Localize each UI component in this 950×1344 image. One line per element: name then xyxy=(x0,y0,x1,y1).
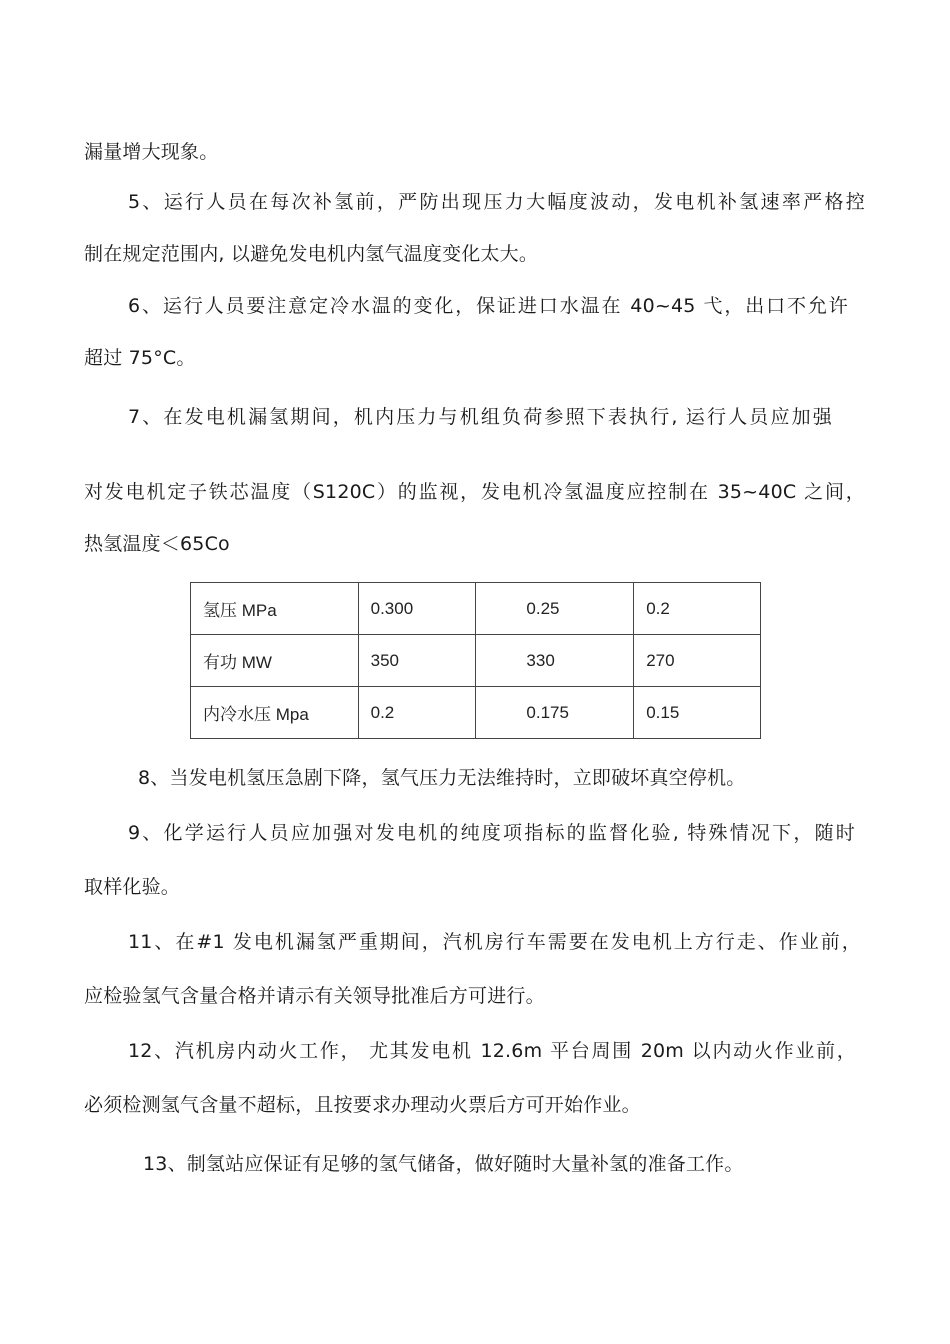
paragraph-item-6-line-1: 6、运行人员要注意定冷水温的变化，保证进口水温在 40~45 弋，出口不允许 xyxy=(128,295,848,317)
table-cell: 330 xyxy=(476,635,634,687)
paragraph-item-12-line-2: 必须检测氢气含量不超标，且按要求办理动火票后方可开始作业。 xyxy=(84,1094,641,1116)
paragraph-item-8-line-1: 8、当发电机氢压急剧下降，氢气压力无法维持时，立即破坏真空停机。 xyxy=(138,767,746,789)
table-row xyxy=(191,687,761,739)
paragraph-item-7-line-2: 对发电机定子铁芯温度（S120C）的监视，发电机冷氢温度应控制在 35~40C 之间， xyxy=(84,481,865,503)
table-cell-label: 氢压 MPa xyxy=(191,583,359,635)
table-row xyxy=(191,583,761,635)
hydrogen-pressure-load-table xyxy=(190,582,761,739)
table-cell: 0.175 xyxy=(476,687,634,739)
paragraph-item-13-line-1: 13、制氢站应保证有足够的氢气储备，做好随时大量补氢的准备工作。 xyxy=(143,1153,744,1175)
table-cell: 270 xyxy=(634,635,761,687)
paragraph-item-6-line-2: 超过 75°C。 xyxy=(84,347,196,369)
table-cell: 350 xyxy=(358,635,476,687)
paragraph-item-9-line-2: 取样化验。 xyxy=(84,876,181,898)
table-cell: 0.2 xyxy=(634,583,761,635)
paragraph-item-7-line-3: 热氢温度＜65Co xyxy=(84,533,230,555)
paragraph-item-12-line-1: 12、汽机房内动火工作， 尤其发电机 12.6m 平台周围 20m 以内动火作业前， xyxy=(128,1040,856,1062)
paragraph-item-7-line-1: 7、在发电机漏氢期间，机内压力与机组负荷参照下表执行, 运行人员应加强 xyxy=(128,406,832,428)
paragraph-item-11-line-1: 11、在#1 发电机漏氢严重期间，汽机房行车需要在发电机上方行走、作业前， xyxy=(128,931,861,953)
table-cell: 0.25 xyxy=(476,583,634,635)
table-row xyxy=(191,635,761,687)
paragraph-line: 漏量增大现象。 xyxy=(84,141,219,163)
paragraph-item-5-line-1: 5、运行人员在每次补氢前，严防出现压力大幅度波动，发电机补氢速率严格控 xyxy=(128,191,865,213)
table-cell: 0.300 xyxy=(358,583,476,635)
table-cell: 0.2 xyxy=(358,687,476,739)
table-cell-label: 内冷水压 Mpa xyxy=(191,687,359,739)
paragraph-continuation xyxy=(84,140,218,164)
paragraph-item-11-line-2: 应检验氢气含量合格并请示有关领导批准后方可进行。 xyxy=(84,985,545,1007)
paragraph-item-9-line-1: 9、化学运行人员应加强对发电机的纯度项指标的监督化验, 特殊情况下，随时 xyxy=(128,822,855,844)
paragraph-item-5-line-2: 制在规定范围内, 以避免发电机内氢气温度变化太大。 xyxy=(84,243,539,265)
table-cell: 0.15 xyxy=(634,687,761,739)
table-cell-label: 有功 MW xyxy=(191,635,359,687)
